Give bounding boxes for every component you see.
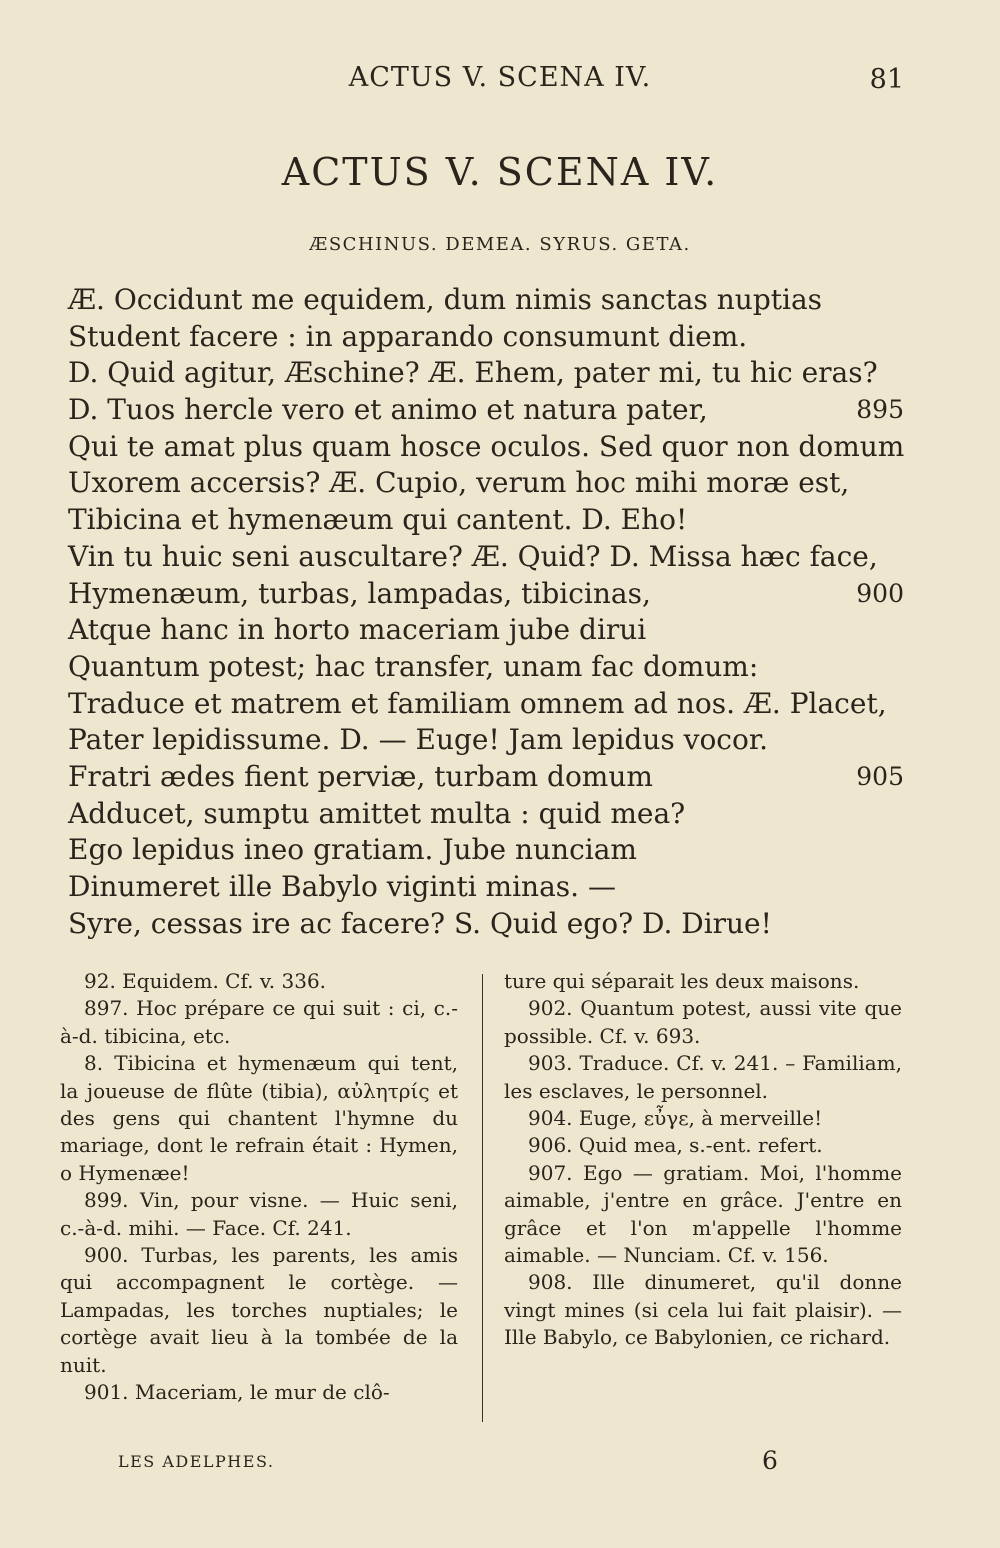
footnote: ture qui séparait les deux maisons. bbox=[504, 969, 860, 993]
verse-text: Tibicina et hymenæum qui cantent. D. Eho! bbox=[68, 503, 688, 537]
verse-text: Hymenæum, turbas, lampadas, tibicinas, bbox=[68, 576, 651, 610]
verse-text: Quantum potest; hac transfer, unam fac domum: bbox=[68, 649, 759, 683]
verse-line bbox=[68, 759, 908, 796]
footnote: 903. Traduce. Cf. v. 241. – Familiam, les esclaves, le personnel. bbox=[504, 1051, 902, 1103]
verse-line bbox=[68, 282, 908, 319]
verse-line bbox=[68, 649, 908, 686]
verse-line bbox=[68, 465, 908, 502]
column-divider bbox=[482, 974, 483, 1422]
footnote: 906. Quid mea, s.-ent. refert. bbox=[528, 1133, 823, 1158]
verse-line bbox=[68, 319, 908, 356]
running-title: ACTUS V. SCENA IV. bbox=[348, 62, 652, 93]
verse-line bbox=[68, 576, 908, 613]
verse-text: D. Quid agitur, Æschine? Æ. Ehem, pater mi, tu hic eras? bbox=[68, 356, 878, 390]
verse-text: Vin tu huic seni auscultare? Æ. Quid? D. Missa hæc face, bbox=[68, 539, 878, 573]
verse-text: Syre, cessas ire ac facere? S. Quid ego? D. Dirue! bbox=[68, 906, 772, 940]
footnote: 92. Equidem. Cf. v. 336. bbox=[84, 969, 327, 993]
verse-line bbox=[68, 832, 908, 869]
footnote: 904. Euge, εὖγε, à merveille! bbox=[528, 1106, 823, 1131]
verse-text: Student facere : in apparando consumunt diem. bbox=[68, 319, 748, 353]
verse-line bbox=[68, 429, 908, 466]
personae-line: ÆSCHINUS. DEMEA. SYRUS. GETA. bbox=[309, 234, 691, 255]
footnotes-right-column bbox=[504, 968, 902, 1352]
verse-line bbox=[68, 869, 908, 906]
verse-line bbox=[68, 392, 908, 429]
verse-text: Ego lepidus ineo gratiam. Jube nunciam bbox=[68, 833, 637, 867]
line-number: 900 bbox=[856, 578, 904, 608]
footnotes-left-column bbox=[60, 968, 458, 1407]
verse-line bbox=[68, 722, 908, 759]
verse-text: Dinumeret ille Babylo viginti minas. — bbox=[68, 870, 616, 903]
scene-title: ACTUS V. SCENA IV. bbox=[281, 150, 719, 194]
footnote: 901. Maceriam, le mur de clô- bbox=[84, 1380, 390, 1405]
verse-block bbox=[68, 282, 908, 942]
page-footer bbox=[0, 1446, 1000, 1482]
verse-text: Traduce et matrem et familiam omnem ad nos. Æ. Placet, bbox=[68, 686, 887, 720]
footnotes bbox=[60, 968, 902, 1438]
verse-line bbox=[68, 355, 908, 392]
verse-text: Æ. Occidunt me equidem, dum nimis sanctas nuptias bbox=[68, 283, 823, 316]
footnote: 902. Quantum potest, aussi vite que possible. Cf. v. 693. bbox=[504, 996, 902, 1048]
verse-text: Uxorem accersis? Æ. Cupio, verum hoc mihi moræ est, bbox=[68, 466, 850, 500]
footnote: 8. Tibicina et hymenæum qui tent, la joueuse de flûte (tibia), αὐλητρίς et des gens qui chantent l'hymne du mariage, dont le refrain était : Hymen, o Hymenæe! bbox=[60, 1051, 458, 1185]
footnote: 908. Ille dinumeret, qu'il donne vingt mines (si cela lui fait plaisir). — Ille Babylo, ce Babylonien, ce richard. bbox=[504, 1270, 902, 1350]
verse-text: Adducet, sumptu amittet multa : quid mea? bbox=[68, 796, 686, 830]
footnote: 907. Ego — gratiam. Moi, l'homme aimable, j'entre en grâce. J'entre en grâce et l'on m'appelle l'homme aimable. — Nunciam. Cf. v. 156. bbox=[504, 1160, 902, 1268]
verse-line bbox=[68, 686, 908, 723]
verse-line bbox=[68, 796, 908, 833]
verse-text: Pater lepidissume. D. — Euge! Jam lepidus vocor. bbox=[68, 723, 769, 757]
footnote: 900. Turbas, les parents, les amis qui accompagnent le cortège. — Lampadas, les torches nuptiales; le cortège avait lieu à la tombée de la nuit. bbox=[60, 1243, 458, 1377]
line-number: 895 bbox=[856, 395, 904, 425]
footer-book-title: LES ADELPHES. bbox=[118, 1452, 275, 1471]
footnote: 897. Hoc prépare ce qui suit : ci, c.-à-d. tibicina, etc. bbox=[60, 996, 458, 1048]
verse-line bbox=[68, 539, 908, 576]
verse-text: D. Tuos hercle vero et animo et natura pater, bbox=[68, 393, 708, 427]
page-number: 81 bbox=[869, 64, 904, 95]
footnote: 899. Vin, pour visne. — Huic seni, c.-à-d. mihi. — Face. Cf. 241. bbox=[60, 1188, 458, 1240]
verse-line bbox=[68, 906, 908, 943]
verse-text: Qui te amat plus quam hosce oculos. Sed quor non domum bbox=[68, 429, 905, 463]
signature-mark: 6 bbox=[762, 1446, 778, 1475]
verse-line bbox=[68, 502, 908, 539]
verse-text: Atque hanc in horto maceriam jube dirui bbox=[68, 613, 647, 647]
line-number: 905 bbox=[856, 761, 904, 791]
running-head bbox=[0, 62, 1000, 102]
verse-line bbox=[68, 612, 908, 649]
verse-text: Fratri ædes fient perviæ, turbam domum bbox=[68, 759, 653, 793]
